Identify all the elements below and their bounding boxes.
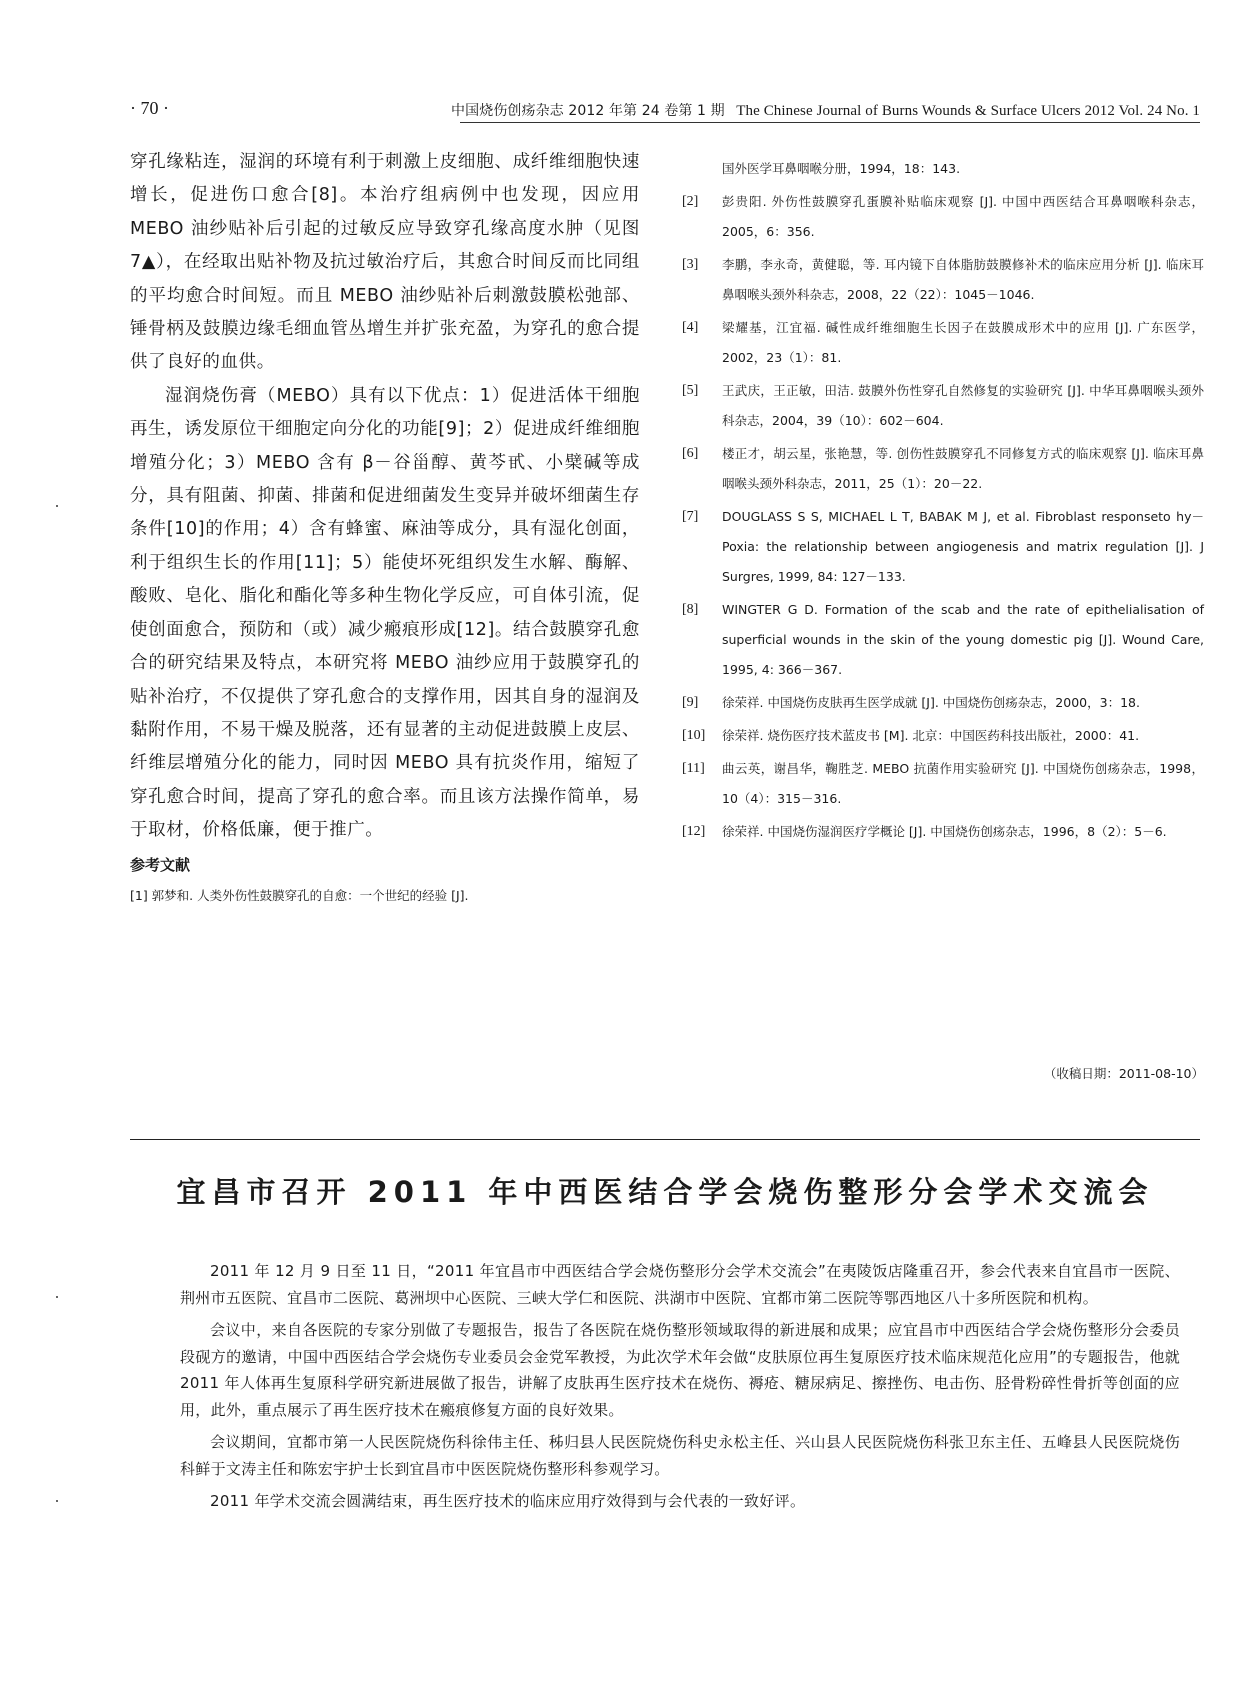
received-date: （收稿日期：2011-08-10） xyxy=(1043,1066,1204,1081)
reference-1-continued xyxy=(682,154,1204,184)
reference-6 xyxy=(682,439,1204,499)
body-paragraph-2: 湿润烧伤膏（MEBO）具有以下优点：1）促进活体干细胞再生，诱发原位干细胞定向分化的功能[9]；2）促进成纤维细胞增殖分化；3）MEBO 含有 β－谷甾醇、黄芩甙、小檗碱等成分，具有阻菌、抑菌、排菌和促进细菌发生变异并破坏细菌生存条件[10]的作用；4）含有蜂蜜、麻油等成分，具有湿化创面，利于组织生长的作用[11]；5）能使坏死组织发生水解、酶解、酸败、皂化、脂化和酯化等多种生物化学反应，可自体引流，促使创面愈合，预防和（或）减少瘢痕形成[12]。结合鼓膜穿孔愈合的研究结果及特点，本研究将 MEBO 油纱应用于鼓膜穿孔的贴补治疗，不仅提供了穿孔愈合的支撑作用，因其自身的湿润及黏附作用，不易干燥及脱落，还有显著的主动促进鼓膜上皮层、纤维层增殖分化的能力，同时因 MEBO 具有抗炎作用，缩短了穿孔愈合时间，提高了穿孔的愈合率。而且该方法操作简单，易于取材，价格低廉，便于推广。 xyxy=(130,385,640,841)
reference-text: 徐荣祥. 中国烧伤皮肤再生医学成就 [J]. 中国烧伤创疡杂志，2000，3：18. xyxy=(722,695,1140,710)
reference-number: [8] xyxy=(682,602,699,617)
reference-number: [3] xyxy=(682,257,699,272)
announcement-paragraph-4: 2011 年学术交流会圆满结束，再生医疗技术的临床应用疗效得到与会代表的一致好评。 xyxy=(210,1492,806,1510)
reference-text: 王武庆，王正敏，田洁. 鼓膜外伤性穿孔自然修复的实验研究 [J]. 中华耳鼻咽喉头颈外科杂志，2004，39（10）：602－604. xyxy=(722,383,1204,428)
announcement-paragraph-1: 2011 年 12 月 9 日至 11 日，“2011 年宜昌市中西医结合学会烧伤整形分会学术交流会”在夷陵饭店隆重召开，参会代表来自宜昌市一医院、荆州市五医院、宜昌市二医院、葛洲坝中心医院、三峡大学仁和医院、洪湖市中医院、宜都市第二医院等鄂西地区八十多所医院和机构。 xyxy=(180,1262,1180,1307)
reference-number: [5] xyxy=(682,383,699,398)
reference-text: 徐荣祥. 烧伤医疗技术蓝皮书 [M]. 北京：中国医药科技出版社，2000：41. xyxy=(722,728,1140,743)
reference-number: [6] xyxy=(682,446,699,461)
reference-8 xyxy=(682,595,1204,685)
reference-10 xyxy=(682,721,1204,751)
left-column xyxy=(130,146,640,908)
section-divider xyxy=(130,1139,1200,1140)
reference-number: [10] xyxy=(682,728,706,743)
reference-text: WINGTER G D. Formation of the scab and the rate of epithelialisation of superficial wounds in the skin of the young domestic pig [J]. Wound Care, 1995, 4: 366－367. xyxy=(722,602,1204,677)
journal-title-en: The Chinese Journal of Burns Wounds & Surface Ulcers 2012 Vol. 24 No. 1 xyxy=(736,103,1200,119)
announcement-title: 宜昌市召开 2011 年中西医结合学会烧伤整形分会学术交流会 xyxy=(176,1175,1154,1209)
reference-text: DOUGLASS S S, MICHAEL L T, BABAK M J, et al. Fibroblast responseto hy－Poxia: the relationship between angiogenesis and matrix regulation [J]. J Surgres, 1999, 84: 127－133. xyxy=(722,509,1204,584)
scan-margin-mark xyxy=(56,1296,58,1298)
announcement-paragraph-2: 会议中，来自各医院的专家分别做了专题报告，报告了各医院在烧伤整形领域取得的新进展和成果；应宜昌市中西医结合学会烧伤整形分会委员段砚方的邀请，中国中西医结合学会烧伤专业委员会金党军教授，为此次学术年会做“皮肤原位再生复原医疗技术临床规范化应用”的专题报告，他就 2011 年人体再生复原科学研究新进展做了报告，讲解了皮肤再生医疗技术在烧伤、褥疮、糖尿病足、擦挫伤、电击伤、胫骨粉碎性骨折等创面的应用，此外，重点展示了再生医疗技术在瘢痕修复方面的良好效果。 xyxy=(180,1321,1180,1419)
reference-number: [9] xyxy=(682,695,699,710)
reference-number: [11] xyxy=(682,761,705,776)
reference-5 xyxy=(682,376,1204,436)
reference-number: [7] xyxy=(682,509,699,524)
reference-number: [12] xyxy=(682,824,706,839)
journal-title-cn: 中国烧伤创疡杂志 2012 年第 24 卷第 1 期 xyxy=(451,103,725,119)
body-paragraph-1: 穿孔缘粘连，湿润的环境有利于刺激上皮细胞、成纤维细胞快速增长，促进伤口愈合[8]。本治疗组病例中也发现，因应用 MEBO 油纱贴补后引起的过敏反应导致穿孔缘高度水肿（见图 7▲），在经取出贴补物及抗过敏治疗后，其愈合时间反而比同组的平均愈合时间短。而且 MEBO 油纱贴补后刺激鼓膜松弛部、锤骨柄及鼓膜边缘毛细血管丛增生并扩张充盈，为穿孔的愈合提供了良好的血供。 xyxy=(130,152,640,373)
reference-text: 楼正才，胡云星，张艳慧，等. 创伤性鼓膜穿孔不同修复方式的临床观察 [J]. 临床耳鼻咽喉头颈外科杂志，2011，25（1）：20－22. xyxy=(722,446,1204,491)
scan-margin-mark xyxy=(56,1500,58,1502)
reference-7 xyxy=(682,502,1204,592)
right-column xyxy=(682,154,1204,1081)
page-number: · 70 · xyxy=(130,98,169,118)
running-head xyxy=(451,100,1200,120)
reference-text: 国外医学耳鼻咽喉分册，1994，18：143. xyxy=(722,161,961,176)
announcement-body xyxy=(180,1258,1180,1521)
reference-text: 徐荣祥. 中国烧伤湿润医疗学概论 [J]. 中国烧伤创疡杂志，1996，8（2）：5－6. xyxy=(722,824,1167,839)
reference-text: 彭贵阳. 外伤性鼓膜穿孔蛋膜补贴临床观察 [J]. 中国中西医结合耳鼻咽喉科杂志，2005，6：356. xyxy=(722,194,1204,239)
reference-12 xyxy=(682,817,1204,847)
reference-text: 梁耀基，江宜福. 碱性成纤维细胞生长因子在鼓膜成形术中的应用 [J]. 广东医学，2002，23（1）：81. xyxy=(722,320,1204,365)
reference-9 xyxy=(682,688,1204,718)
announcement-paragraph-3: 会议期间，宜都市第一人民医院烧伤科徐伟主任、秭归县人民医院烧伤科史永松主任、兴山县人民医院烧伤科张卫东主任、五峰县人民医院烧伤科鲜于文涛主任和陈宏宇护士长到宜昌市中医医院烧伤整形科参观学习。 xyxy=(180,1433,1180,1478)
header-rule xyxy=(460,122,1200,123)
page-header xyxy=(130,96,1200,126)
reference-number: [2] xyxy=(682,194,699,209)
reference-2 xyxy=(682,187,1204,247)
scan-margin-mark xyxy=(56,505,58,507)
reference-text: 李鹏，李永奇，黄健聪，等. 耳内镜下自体脂肪鼓膜修补术的临床应用分析 [J]. 临床耳鼻咽喉头颈外科杂志，2008，22（22）：1045－1046. xyxy=(722,257,1204,302)
reference-4 xyxy=(682,313,1204,373)
references-heading: 参考文献 xyxy=(130,855,191,874)
reference-text: 曲云英，谢昌华，鞠胜芝. MEBO 抗菌作用实验研究 [J]. 中国烧伤创疡杂志，1998，10（4）：315－316. xyxy=(722,761,1204,806)
reference-3 xyxy=(682,250,1204,310)
reference-11 xyxy=(682,754,1204,814)
reference-1: [1] 郭梦和. 人类外伤性鼓膜穿孔的自愈：一个世纪的经验 [J]. xyxy=(130,887,469,903)
reference-number: [4] xyxy=(682,320,699,335)
